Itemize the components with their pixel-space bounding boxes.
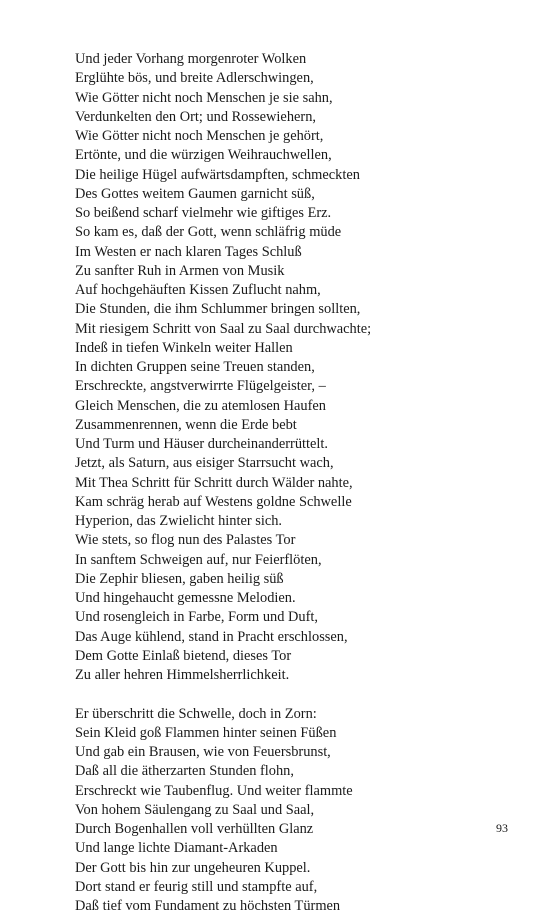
poem-line: Gleich Menschen, die zu atemlosen Haufen <box>75 397 515 416</box>
poem-line: Daß all die ätherzarten Stunden flohn, <box>75 762 515 781</box>
poem-line: Die heilige Hügel aufwärtsdampften, schmeckten <box>75 166 515 185</box>
poem-line: Und gab ein Brausen, wie von Feuersbrunst, <box>75 743 515 762</box>
poem-line: Von hohem Säulengang zu Saal und Saal, <box>75 801 515 820</box>
poem-line: Hyperion, das Zwielicht hinter sich. <box>75 512 515 531</box>
poem-line: Und Turm und Häuser durcheinanderrüttelt. <box>75 435 515 454</box>
poem-line: Wie Götter nicht noch Menschen je gehört, <box>75 127 515 146</box>
poem-line: In dichten Gruppen seine Treuen standen, <box>75 358 515 377</box>
poem-line: So beißend scharf vielmehr wie giftiges Erz. <box>75 204 515 223</box>
stanza-2 <box>75 705 515 916</box>
poem-line: Das Auge kühlend, stand in Pracht erschlossen, <box>75 628 515 647</box>
stanza-1 <box>75 50 515 685</box>
poem-line: Des Gottes weitem Gaumen garnicht süß, <box>75 185 515 204</box>
poem-line: Verdunkelten den Ort; und Rossewiehern, <box>75 108 515 127</box>
poem-line: Dort stand er feurig still und stampfte auf, <box>75 878 515 897</box>
poem-line: Erschreckte, angstverwirrte Flügelgeister, – <box>75 377 515 396</box>
poem-line: Dem Gotte Einlaß bietend, dieses Tor <box>75 647 515 666</box>
poem-line: Zusammenrennen, wenn die Erde bebt <box>75 416 515 435</box>
poem-line: In sanftem Schweigen auf, nur Feierflöten, <box>75 551 515 570</box>
poem-line: Die Stunden, die ihm Schlummer bringen sollten, <box>75 300 515 319</box>
poem-line: Der Gott bis hin zur ungeheuren Kuppel. <box>75 859 515 878</box>
poem-line: Auf hochgehäuften Kissen Zuflucht nahm, <box>75 281 515 300</box>
poem-line: Jetzt, als Saturn, aus eisiger Starrsucht wach, <box>75 454 515 473</box>
poem-text <box>75 50 515 916</box>
poem-line: Wie Götter nicht noch Menschen je sie sahn, <box>75 89 515 108</box>
poem-line: Kam schräg herab auf Westens goldne Schwelle <box>75 493 515 512</box>
poem-line: Wie stets, so flog nun des Palastes Tor <box>75 531 515 550</box>
poem-line: Daß tief vom Fundament zu höchsten Türmen <box>75 897 515 916</box>
poem-line: Und hingehaucht gemessne Melodien. <box>75 589 515 608</box>
poem-line: Im Westen er nach klaren Tages Schluß <box>75 243 515 262</box>
poem-line: Erglühte bös, und breite Adlerschwingen, <box>75 69 515 88</box>
poem-line: So kam es, daß der Gott, wenn schläfrig müde <box>75 223 515 242</box>
poem-line: Zu aller hehren Himmelsherrlichkeit. <box>75 666 515 685</box>
poem-line: Zu sanfter Ruh in Armen von Musik <box>75 262 515 281</box>
poem-line: Und lange lichte Diamant-Arkaden <box>75 839 515 858</box>
page-number: 93 <box>496 821 508 835</box>
poem-line: Indeß in tiefen Winkeln weiter Hallen <box>75 339 515 358</box>
poem-line: Und rosengleich in Farbe, Form und Duft, <box>75 608 515 627</box>
poem-line: Erschreckt wie Taubenflug. Und weiter flammte <box>75 782 515 801</box>
poem-line: Die Zephir bliesen, gaben heilig süß <box>75 570 515 589</box>
poem-line: Sein Kleid goß Flammen hinter seinen Füßen <box>75 724 515 743</box>
poem-line: Und jeder Vorhang morgenroter Wolken <box>75 50 515 69</box>
poem-line: Durch Bogenhallen voll verhüllten Glanz <box>75 820 515 839</box>
poem-line: Er überschritt die Schwelle, doch in Zorn: <box>75 705 515 724</box>
poem-line: Mit riesigem Schritt von Saal zu Saal durchwachte; <box>75 320 515 339</box>
poem-line: Mit Thea Schritt für Schritt durch Wälder nahte, <box>75 474 515 493</box>
poem-line: Ertönte, und die würzigen Weihrauchwellen, <box>75 146 515 165</box>
